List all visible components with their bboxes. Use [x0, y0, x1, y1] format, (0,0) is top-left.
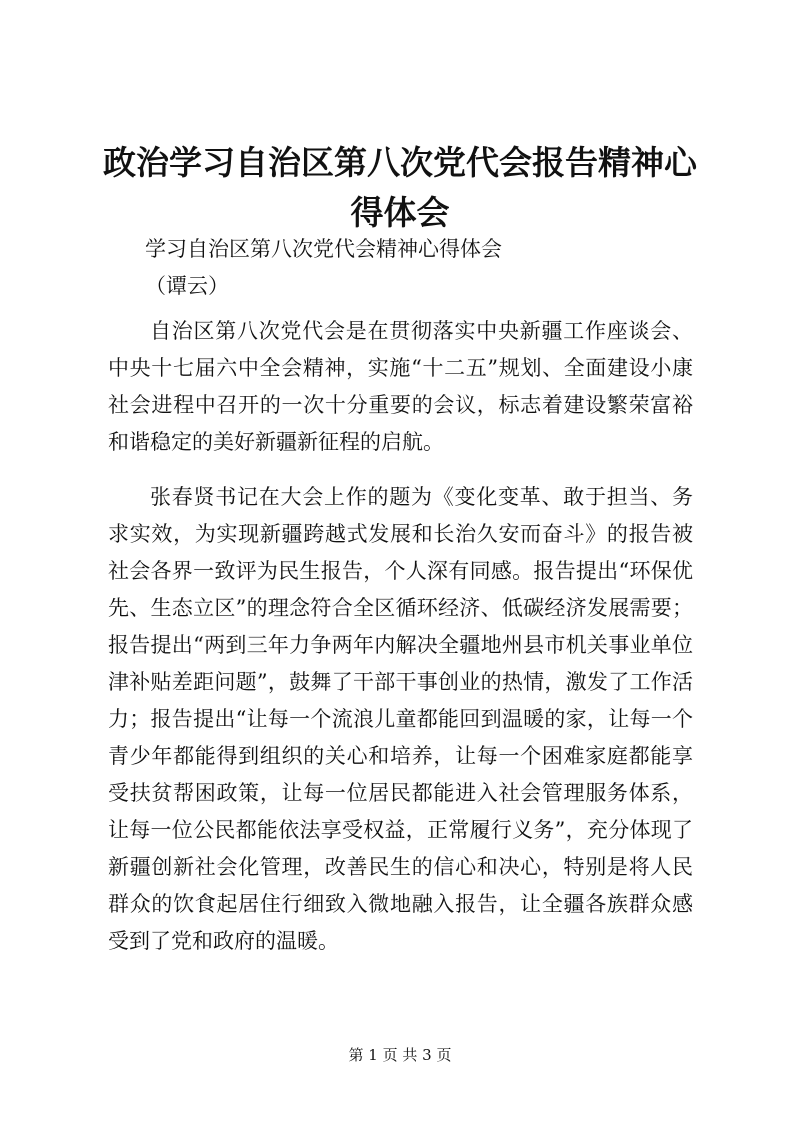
body-paragraph: 自治区第八次党代会是在贯彻落实中央新疆工作座谈会、中央十七届六中全会精神，实施“十二五”规划、全面建设小康社会进程中召开的一次十分重要的会议，标志着建设繁荣富裕和谐稳定的美好新疆新征程的启航。	[108, 319, 693, 454]
page-footer: 第 1 页 共 3 页	[348, 1046, 452, 1064]
author-line: （谭云）	[145, 274, 229, 298]
document-subtitle: 学习自治区第八次党代会精神心得体会	[145, 237, 502, 261]
body-paragraph: 张春贤书记在大会上作的题为《变化变革、敢于担当、务求实效，为实现新疆跨越式发展和长治久安而奋斗》的报告被社会各界一致评为民生报告，个人深有同感。报告提出“环保优先、生态立区”的理念符合全区循环经济、低碳经济发展需要；报告提出“两到三年力争两年内解决全疆地州县市机关事业单位津补贴差距问题”，鼓舞了干部干事创业的热情，激发了工作活力；报告提出“让每一个流浪儿童都能回到温暖的家，让每一个青少年都能得到组织的关心和培养，让每一个困难家庭都能享受扶贫帮困政策，让每一位居民都能进入社会管理服务体系，让每一位公民都能依法享受权益，正常履行义务”，充分体现了新疆创新社会化管理，改善民生的信心和决心，特别是将人民群众的饮食起居住行细致入微地融入报告，让全疆各族群众感受到了党和政府的温暖。	[108, 485, 693, 953]
document-title: 政治学习自治区第八次党代会报告精神心得体会	[103, 143, 697, 232]
